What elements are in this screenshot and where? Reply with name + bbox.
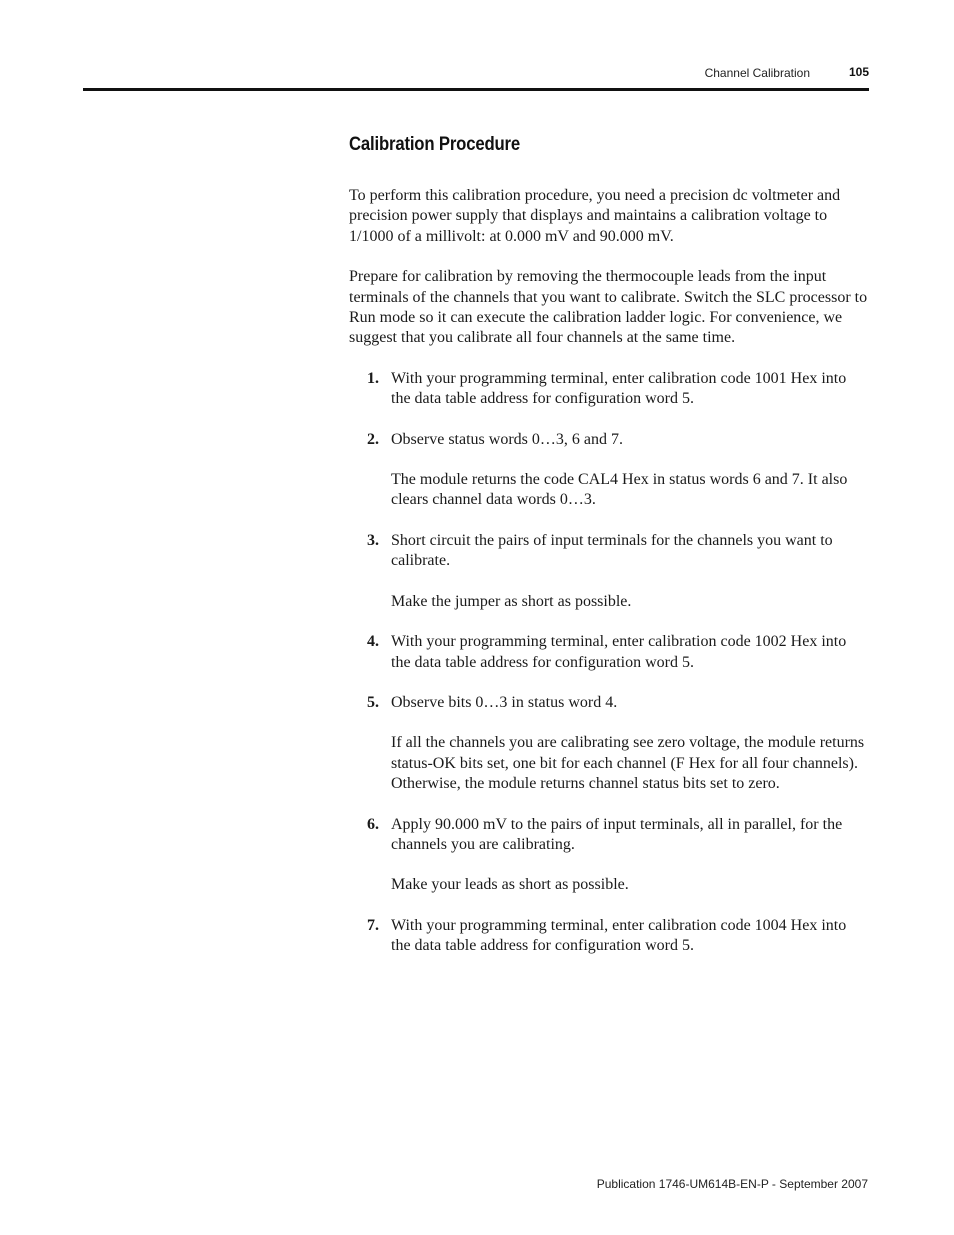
publication-footer: Publication 1746-UM614B-EN-P - September 2007	[596, 1177, 868, 1191]
intro-paragraph: To perform this calibration procedure, you need a precision dc voltmeter and precision power supply that displays and maintains a calibration voltage to 1/1000 of a millivolt: at 0.000 mV and 90.000 mV.	[349, 187, 841, 245]
step-item	[349, 531, 869, 612]
step-item	[349, 693, 869, 795]
step-item	[349, 916, 869, 957]
step-note: If all the channels you are calibrating see zero voltage, the module returns status-OK bits set, one bit for each channel (F Hex for all four channels). Otherwise, the module returns channel status bits set to zero.	[391, 734, 865, 793]
step-note: Make the jumper as short as possible.	[391, 592, 632, 610]
step-note: The module returns the code CAL4 Hex in status words 6 and 7. It also clears channel data words 0…3.	[391, 471, 848, 509]
step-number: 3.	[367, 531, 379, 549]
step-number: 5.	[367, 693, 379, 711]
step-number: 6.	[367, 815, 379, 833]
section-title: Calibration Procedure	[349, 134, 520, 155]
step-item	[349, 430, 869, 511]
step-item	[349, 369, 869, 410]
step-text: With your programming terminal, enter calibration code 1001 Hex into the data table address for configuration word 5.	[391, 369, 847, 408]
page-number: 105	[848, 65, 869, 79]
preparation-paragraph: Prepare for calibration by removing the thermocouple leads from the input terminals of the channels that you want to calibrate. Switch the SLC processor to Run mode so it can execute the calibration ladder logic. For convenience, we suggest that you calibrate all four channels at the same time.	[349, 268, 868, 347]
step-number: 4.	[367, 633, 379, 651]
step-text: Apply 90.000 mV to the pairs of input terminals, all in parallel, for the channels you are calibrating.	[391, 815, 843, 853]
step-text: With your programming terminal, enter calibration code 1004 Hex into the data table address for configuration word 5.	[391, 916, 847, 955]
running-header-section: Channel Calibration	[704, 66, 810, 80]
step-text: With your programming terminal, enter calibration code 1002 Hex into the data table address for configuration word 5.	[391, 633, 847, 671]
step-item	[349, 815, 869, 896]
step-text: Short circuit the pairs of input terminals for the channels you want to calibrate.	[391, 531, 833, 570]
calibration-steps	[349, 369, 869, 957]
step-text: Observe bits 0…3 in status word 4.	[391, 693, 618, 711]
step-number: 2.	[367, 430, 379, 448]
step-note: Make your leads as short as possible.	[391, 876, 629, 894]
step-number: 1.	[367, 369, 379, 387]
page-content	[349, 134, 869, 977]
header-rule	[83, 88, 869, 91]
step-text: Observe status words 0…3, 6 and 7.	[391, 430, 623, 448]
step-item	[349, 632, 869, 673]
step-number: 7.	[367, 916, 379, 934]
